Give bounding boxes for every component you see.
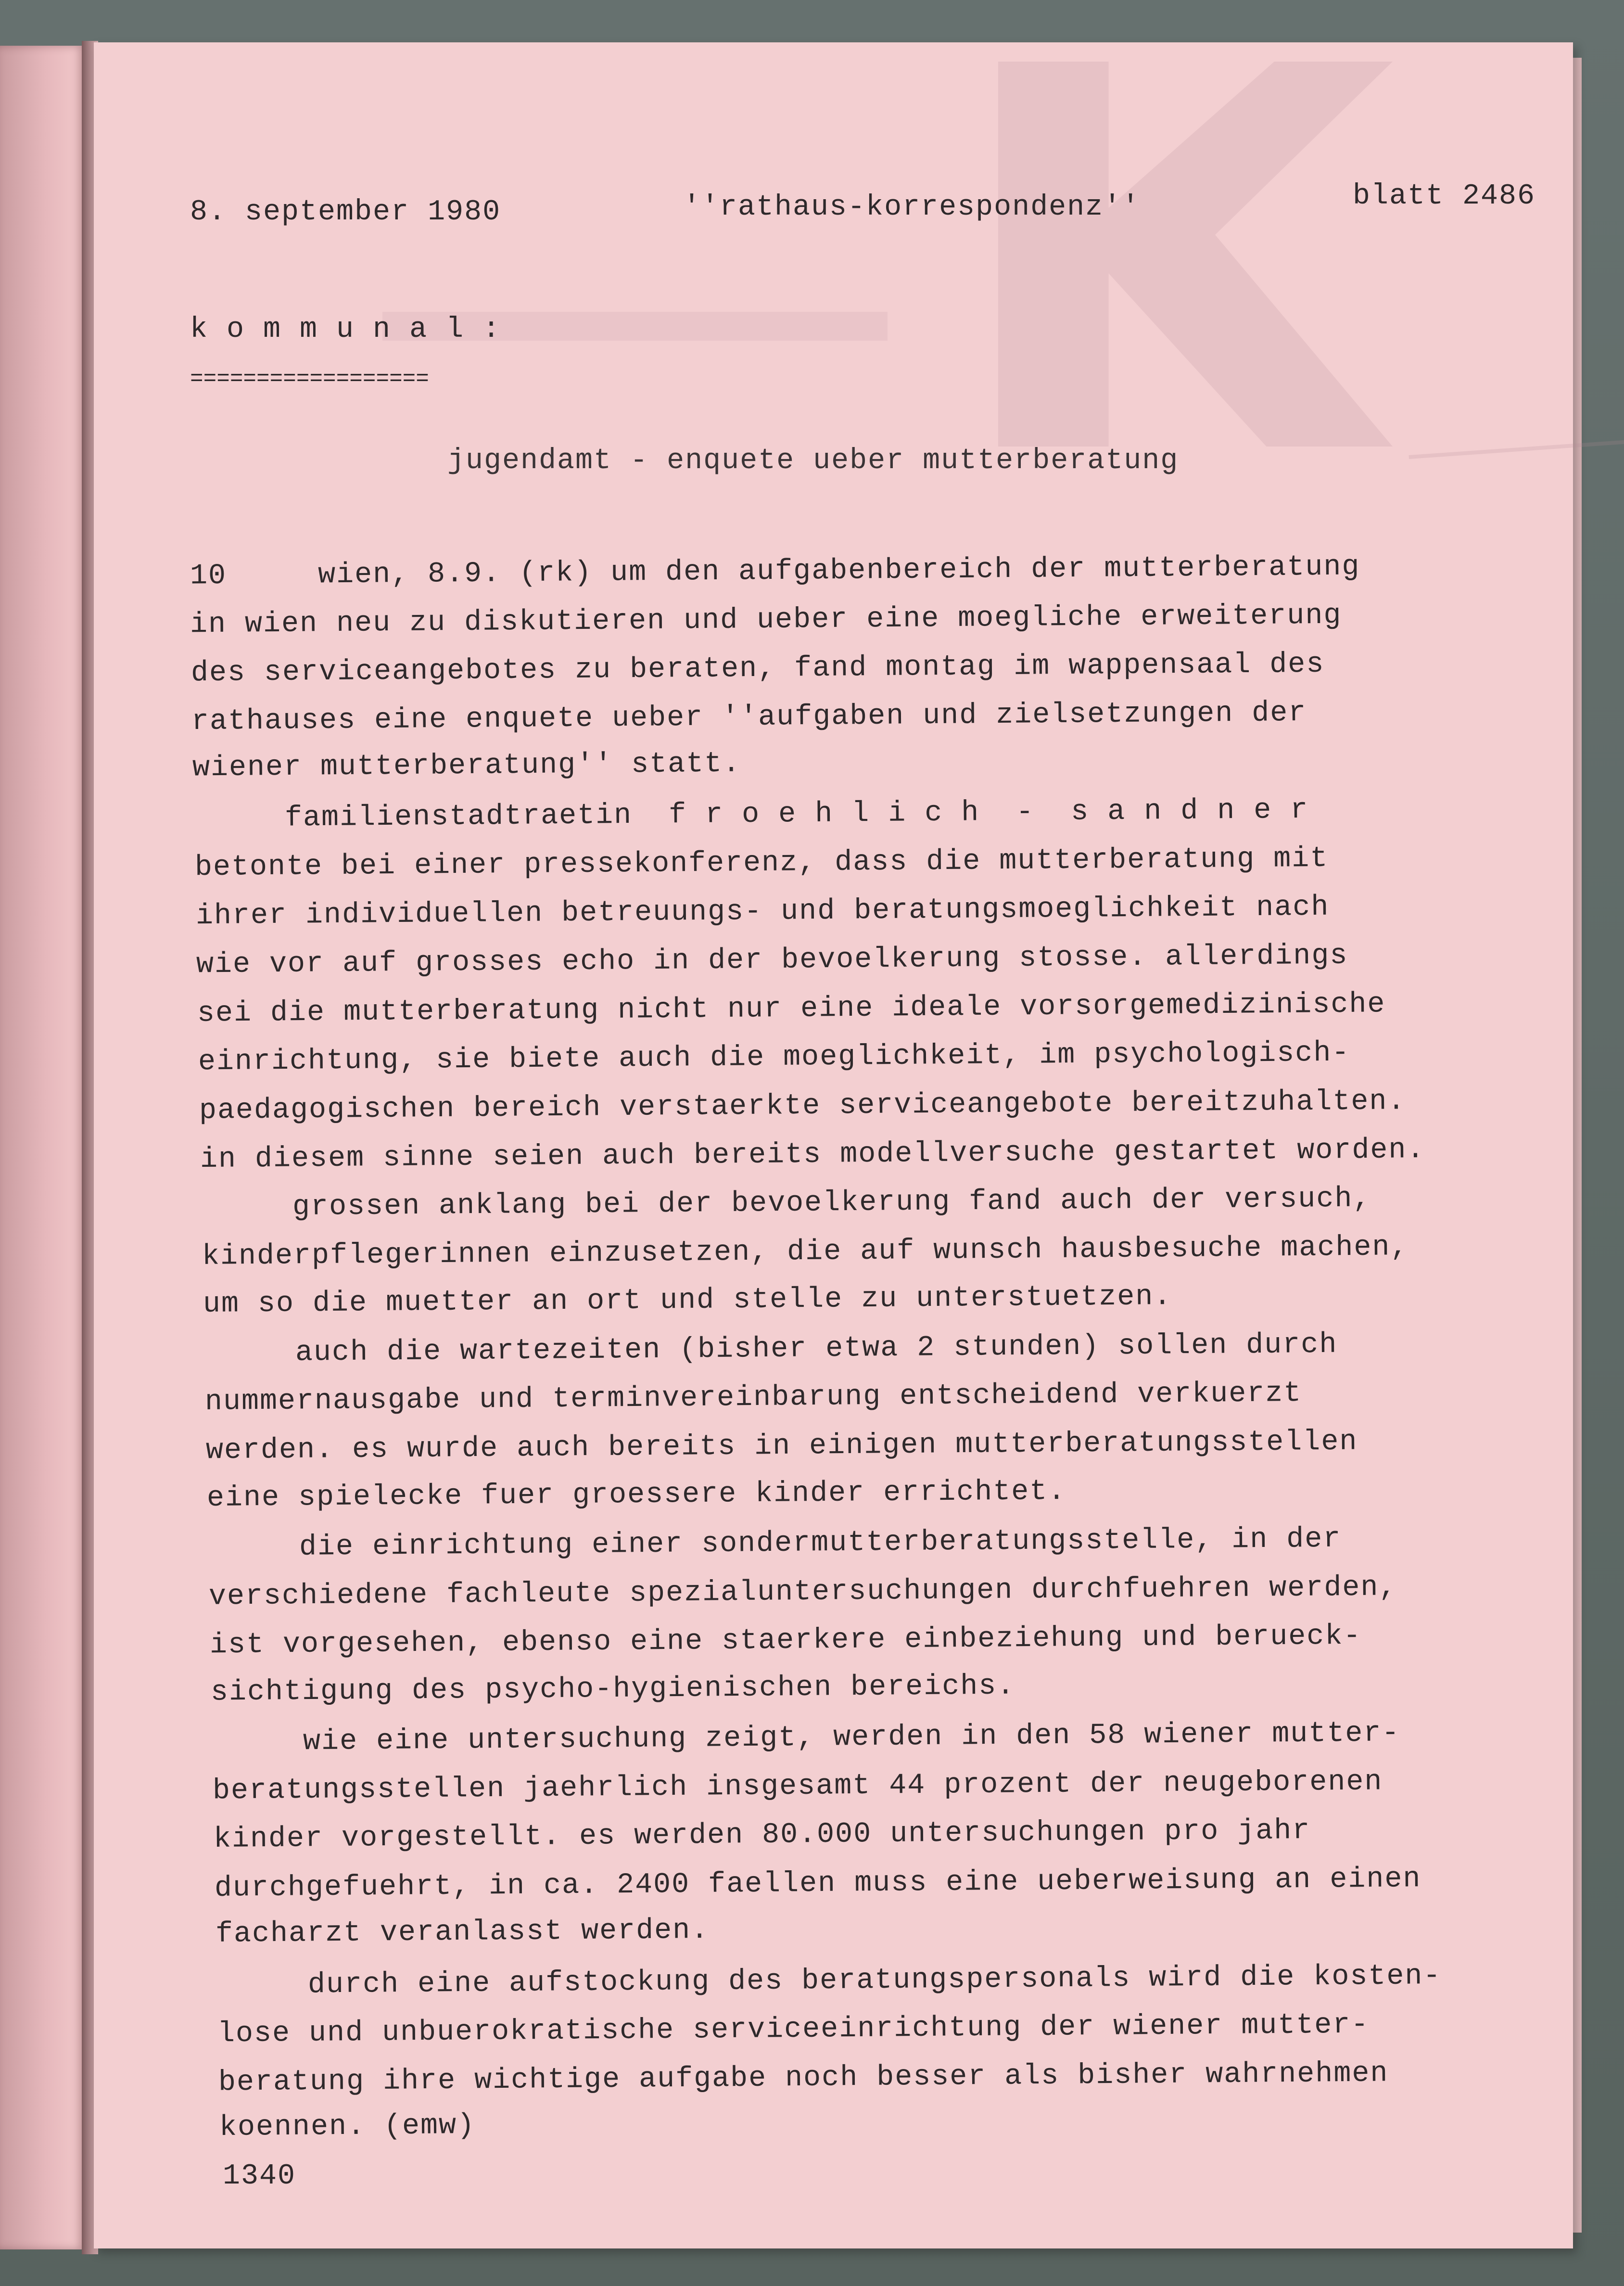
facing-page-edge <box>0 46 84 2249</box>
header-date: 8. september 1980 <box>190 196 501 229</box>
body-line: lose und unbuerokratische serviceeinrichtung der wiener mutter- <box>217 2008 1370 2051</box>
body-line: eine spielecke fuer groessere kinder errichtet. <box>206 1475 1066 1515</box>
body-line: nummernausgabe und terminvereinbarung entscheidend verkuerzt <box>204 1377 1302 1418</box>
body-line: sei die mutterberatung nicht nur eine ideale vorsorgemedizinische <box>197 988 1386 1030</box>
body-line: einrichtung, sie biete auch die moeglichkeit, im psychologisch- <box>198 1036 1350 1079</box>
body-line: wie eine untersuchung zeigt, werden in den 58 wiener mutter- <box>211 1717 1400 1759</box>
show-through-letterhead <box>998 62 1393 447</box>
body-line: facharzt veranlasst werden. <box>215 1914 710 1951</box>
header-sheet-number: blatt 2486 <box>1353 180 1536 213</box>
body-line: auch die wartezeiten (bisher etwa 2 stunden) sollen durch <box>203 1328 1338 1370</box>
body-line: paedagogischen bereich verstaerkte serviceangebote bereitzuhalten. <box>199 1085 1406 1127</box>
body-line: familienstadtraetin f r o e h l i c h - s a n d n e r <box>193 793 1309 836</box>
body-line: koennen. (emw) <box>219 2109 476 2145</box>
body-line: ist vorgesehen, ebenso eine staerkere einbeziehung und berueck- <box>209 1620 1362 1662</box>
body-line: beratungsstellen jaehrlich insgesamt 44 prozent der neugeborenen <box>212 1765 1383 1808</box>
body-line: um so die muetter an ort und stelle zu unterstuetzen. <box>203 1280 1172 1321</box>
body-line: sichtigung des psycho-hygienischen bereichs. <box>210 1670 1015 1709</box>
body-line: in diesem sinne seien auch bereits modellversuche gestartet worden. <box>200 1134 1425 1176</box>
footer-code: 1340 <box>223 2160 296 2193</box>
section-label: k o m m u n a l : <box>190 313 501 346</box>
headline: jugendamt - enquete ueber mutterberatung <box>447 445 1179 477</box>
body-line: verschiedene fachleute spezialuntersuchungen durchfuehren werden, <box>208 1571 1397 1613</box>
body-line: wie vor auf grosses echo in der bevoelkerung stosse. allerdings <box>196 939 1348 982</box>
body-line: die einrichtung einer sondermutterberatungsstelle, in der <box>207 1522 1342 1565</box>
body-line: ihrer individuellen betreuungs- und beratungsmoeglichkeit nach <box>195 891 1330 933</box>
body-line: rathauses eine enquete ueber ''aufgaben und zielsetzungen der <box>191 696 1307 739</box>
header-publication: ''rathaus-korrespondenz'' <box>683 191 1141 224</box>
body-line: beratung ihre wichtige aufgabe noch besser als bisher wahrnehmen <box>218 2057 1389 2099</box>
body-line: betonte bei einer pressekonferenz, dass die mutterberatung mit <box>194 842 1329 884</box>
body-line: grossen anklang bei der bevoelkerung fand auch der versuch, <box>201 1182 1371 1225</box>
body-line: des serviceangebotes zu beraten, fand montag im wappensaal des <box>190 648 1325 690</box>
body-line: durchgefuehrt, in ca. 2400 faellen muss eine ueberweisung an einen <box>214 1863 1421 1905</box>
body-line: durch eine aufstockung des beratungspersonals wird die kosten- <box>216 1960 1442 2002</box>
body-line: werden. es wurde auch bereits in einigen mutterberatungsstellen <box>205 1425 1358 1468</box>
body-line: 10 wien, 8.9. (rk) um den aufgabenbereich der mutterberatung <box>190 550 1360 593</box>
document-page <box>94 42 1573 2248</box>
body-line: kinder vorgestellt. es werden 80.000 untersuchungen pro jahr <box>213 1814 1311 1856</box>
body-line: kinderpflegerinnen einzusetzen, die auf wunsch hausbesuche machen, <box>202 1231 1409 1273</box>
section-underline: ================== <box>190 367 429 392</box>
body-line: wiener mutterberatung'' statt. <box>192 747 741 785</box>
body-line: in wien neu zu diskutieren und ueber eine moegliche erweiterung <box>190 599 1342 641</box>
